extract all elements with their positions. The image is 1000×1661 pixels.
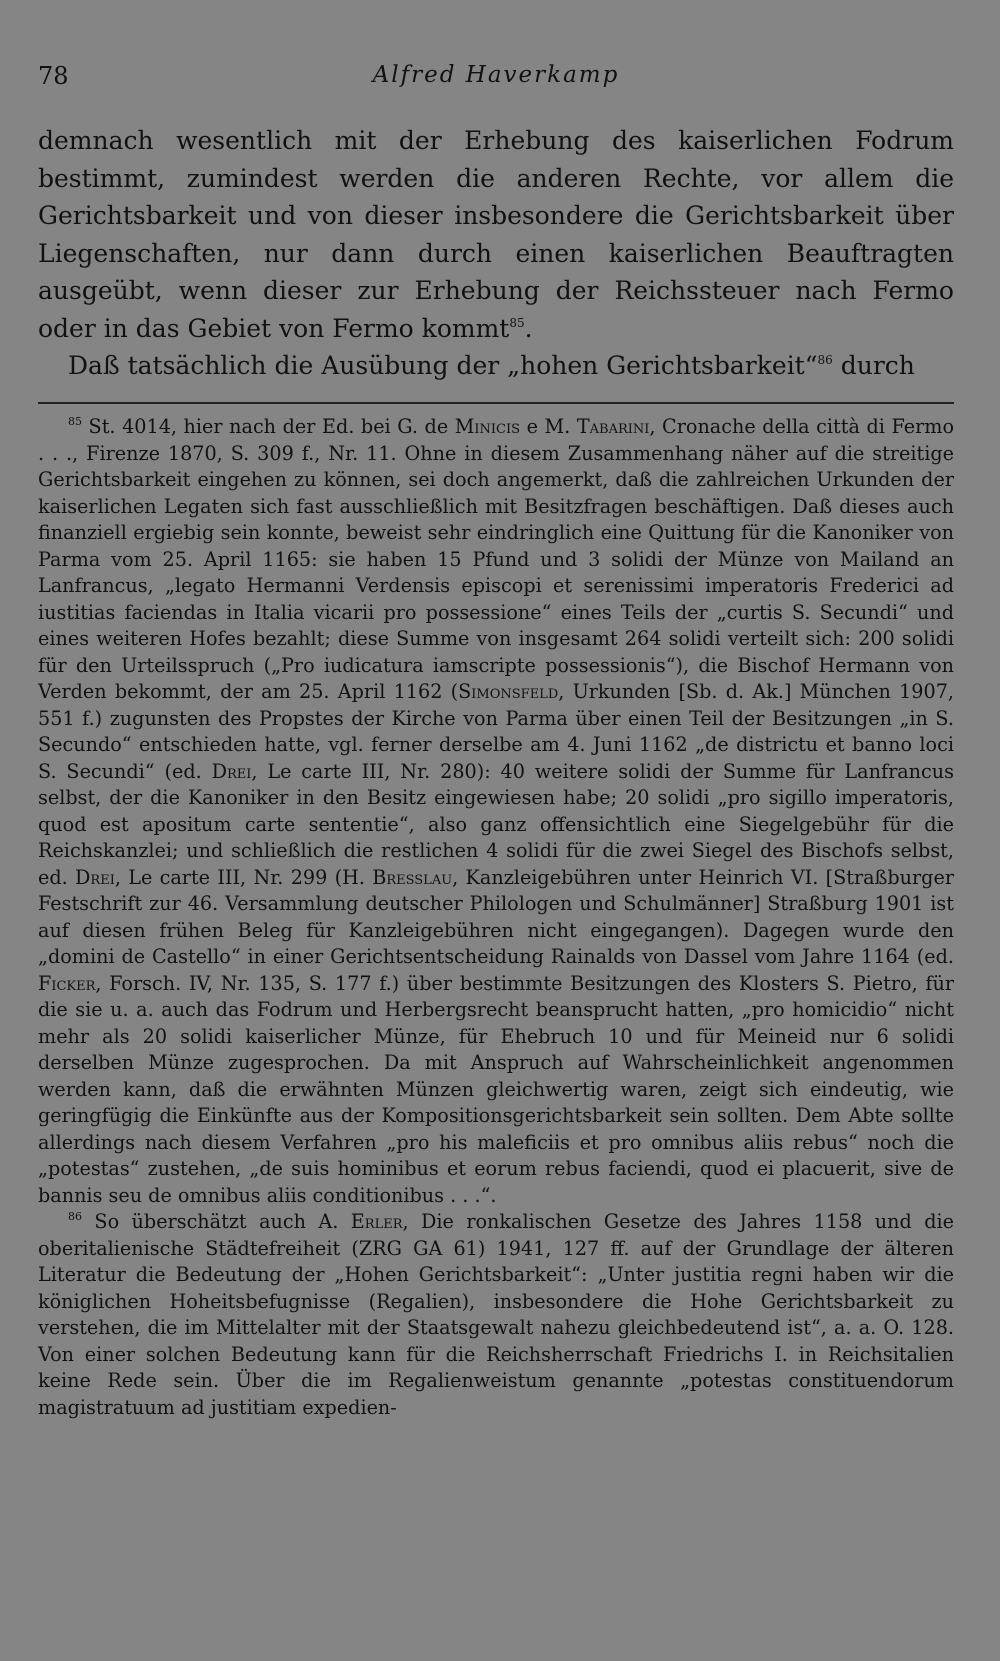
- footnote-text: , Die ronkalischen Gesetze des Jahres 1158 und die oberitalienische Städtefreiheit (ZRG GA 61) 1941, 127 ff. auf der Grundlage der älteren Literatur die Bedeutung der „Hohen Gerichtsbarkeit“: „Unter justitia regni haben wir die königlichen Hoheitsbefugnisse (Regalien), insbesondere die Hohe Gerichtsbarkeit zu verstehen, die im Mittelalter mit der Staatsgewalt nahezu gleichbedeutend ist“, a. a. O. 128. Von einer solchen Bedeutung kann für die Reichsherrschaft Friedrichs I. in Reichsitalien keine Rede sein. Über die im Regalienweistum genannte „potestas constituendorum magistratuum ad justitiam expedien-: [38, 1210, 954, 1419]
- author-name: Simonsfeld: [458, 680, 559, 703]
- author-name: Ficker: [38, 971, 96, 995]
- footnote-rule: [38, 402, 954, 404]
- footnote-text: , Urkunden [Sb. d. Ak.] München 1907, 551 f.) zugunsten des Propstes der Kirche von Parma über einen Teil der Besitzungen „in S. Secundo“ entschieden hatte, vgl. ferner derselbe am 4. Juni 1162 „de districtu et banno loci S. Secundi“ (ed.: [38, 680, 955, 783]
- paragraph-text: Daß tatsächlich die Ausübung der „hohen Gerichtsbarkeit“: [68, 351, 818, 380]
- paragraph: [38, 122, 954, 347]
- author-name: Bresslau: [372, 865, 453, 889]
- author-name: Tabarini: [576, 415, 650, 438]
- author-name: Minicis: [454, 415, 521, 438]
- paragraph: [38, 347, 954, 385]
- paragraph-text: durch: [832, 351, 915, 380]
- paragraph-end: .: [524, 313, 533, 343]
- footnotes: [38, 414, 954, 1421]
- page-header: [38, 62, 954, 102]
- footnote-number: 85: [68, 415, 82, 428]
- footnote-text: , Kanzleigebühren unter Heinrich VI. [Straßburger Festschrift zur 46. Versammlung deutscher Philologen und Schulmänner] Straßburg 1901 ist auf diesen frühen Beleg für Kanzleigebühren nicht eingegangen). Dagegen wurde den „domini de Castello“ in einer Gerichtsentscheidung Rainalds von Dassel vom Jahre 1164 (ed.: [38, 865, 954, 968]
- footnote-85: [38, 414, 954, 1209]
- author-name: Erler: [350, 1210, 403, 1233]
- footnote-ref: 86: [817, 353, 833, 367]
- author-name: Drei: [211, 759, 252, 783]
- footnote-ref: 85: [509, 315, 525, 330]
- footnote-text: , Le carte III, Nr. 299 (H.: [114, 865, 373, 889]
- footnote-86: [38, 1209, 954, 1421]
- author-name: Drei: [75, 865, 115, 889]
- footnote-text: , Cronache della città di Fermo . . ., Firenze 1870, S. 309 f., Nr. 11. Ohne in diesem Zusammenhang näher auf die streitige Gerichtsbarkeit eingehen zu können, sei doch angemerkt, daß die zahlreichen Urkunden der kaiserlichen Legaten sich fast ausschließlich mit Besitzfragen beschäftigen. Daß dieses auch finanziell ergiebig sein konnte, beweist sehr eindringlich eine Quittung für die Kanoniker von Parma vom 25. April 1165: sie haben 15 Pfund und 3 solidi der Münze von Mailand an Lanfrancus, „legato Hermanni Verdensis episcopi et serenissimi imperatoris Frederici ad iustitias faciendas in Italia vicarii pro possessione“ eines Teils der „curtis S. Secundi“ und eines weiteren Hofes bezahlt; diese Summe von insgesamt 264 solidi verteilt sich: 200 solidi für den Urteilsspruch („Pro iudicatura iamscripte possessionis“), die Bischof Hermann von Verden bekommt, der am 25. April 1162 (: [38, 415, 954, 703]
- footnote-text: St. 4014, hier nach der Ed. bei G. de: [82, 415, 455, 438]
- page-number: 78: [38, 62, 69, 90]
- footnote-text: So überschätzt auch A.: [82, 1210, 351, 1233]
- footnote-text: , Forsch. IV, Nr. 135, S. 177 f.) über bestimmte Besitzungen des Klosters S. Pietro, für die sie u. a. auch das Fodrum und Herbergsrecht beansprucht hatten, „pro homicidio“ nicht mehr als 20 solidi kaiserlicher Münze, für Ehebruch 10 und für Meineid nur 6 solidi derselben Münze zugesprochen. Da mit Anspruch auf Wahrscheinlichkeit angenommen werden kann, daß die erwähnten Münzen gleichwertig waren, zeigt sich eindeutig, wie geringfügig die Einkünfte aus der Kompositionsgerichtsbarkeit sein sollten. Dem Abte sollte allerdings nach diesem Verfahren „pro his maleficiis et pro omnibus aliis rebus“ noch die „potestas“ zustehen, „de suis hominibus et eorum rebus faciendi, quod ei placuerit, sive de bannis seu de omnibus aliis conditionibus . . .“.: [38, 971, 954, 1207]
- main-text: [38, 122, 954, 385]
- footnote-text: e M.: [520, 415, 577, 438]
- paragraph-text: demnach wesentlich mit der Erhebung des kaiserlichen Fodrum bestimmt, zumindest werden die anderen Rechte, vor allem die Gerichtsbarkeit und von dieser insbesondere die Gerichtsbarkeit über Liegenschaften, nur dann durch einen kaiserlichen Beauftragten ausgeübt, wenn dieser zur Erhebung der Reichssteuer nach Fermo oder in das Gebiet von Fermo kommt: [38, 126, 954, 343]
- footnote-text: , Le carte III, Nr. 280): 40 weitere solidi der Summe für Lanfrancus selbst, der die Kanoniker in den Besitz eingewiesen habe; 20 solidi „pro sigillo imperatoris, quod est apositum carte sententie“, also ganz offensichtlich eine Siegelgebühr für die Reichskanzlei; und schließlich die restlichen 4 solidi für die zwei Siegel des Bischofs selbst, ed.: [38, 759, 954, 889]
- footnote-number: 86: [68, 1210, 82, 1223]
- running-head: Alfred Haverkamp: [372, 62, 620, 88]
